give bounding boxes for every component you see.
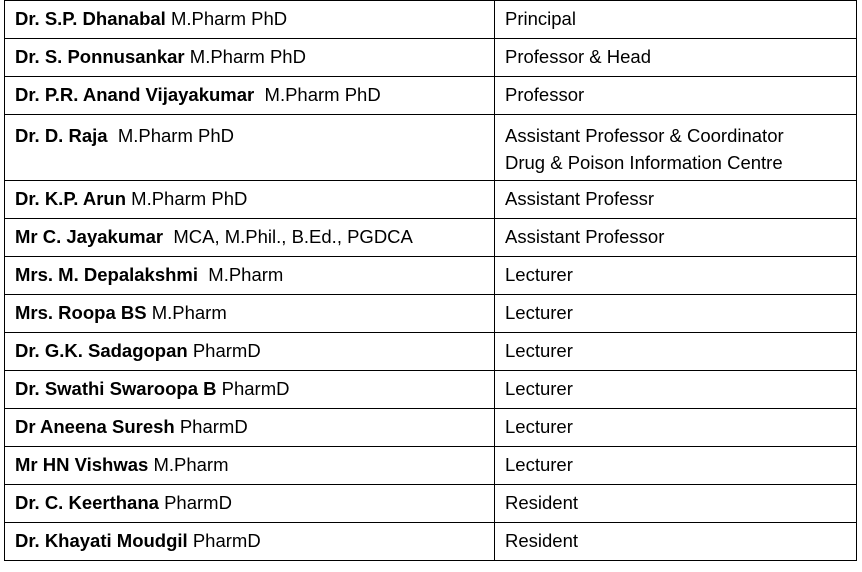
faculty-name: Dr. D. Raja	[15, 125, 108, 146]
faculty-designation: Lecturer	[505, 416, 573, 437]
faculty-qualification: PharmD	[187, 340, 261, 361]
designation-cell	[495, 181, 857, 219]
faculty-qualification: M.Pharm PhD	[107, 125, 234, 146]
faculty-designation: Lecturer	[505, 302, 573, 323]
table-row	[5, 447, 857, 485]
faculty-name: Dr. C. Keerthana	[15, 492, 159, 513]
faculty-qualification: PharmD	[216, 378, 290, 399]
designation-cell	[495, 523, 857, 561]
designation-cell	[495, 219, 857, 257]
faculty-qualification: PharmD	[158, 492, 232, 513]
faculty-designation: Assistant Professr	[505, 188, 655, 209]
faculty-name: Mrs. Roopa BS	[15, 302, 147, 323]
designation-cell	[495, 77, 857, 115]
name-cell	[5, 181, 495, 219]
faculty-name: Dr. S.P. Dhanabal	[15, 8, 166, 29]
name-cell	[5, 371, 495, 409]
faculty-qualification: M.Pharm PhD	[254, 84, 381, 105]
designation-cell	[495, 409, 857, 447]
faculty-name: Dr. Swathi Swaroopa B	[15, 378, 217, 399]
table-row	[5, 39, 857, 77]
name-cell	[5, 447, 495, 485]
faculty-name: Dr. G.K. Sadagopan	[15, 340, 188, 361]
faculty-table-body	[5, 1, 857, 561]
designation-cell	[495, 1, 857, 39]
table-row	[5, 333, 857, 371]
designation-cell	[495, 39, 857, 77]
table-row	[5, 371, 857, 409]
designation-cell	[495, 333, 857, 371]
faculty-name: Dr. K.P. Arun	[15, 188, 127, 209]
faculty-designation: Professor & Head	[505, 46, 652, 67]
name-cell	[5, 485, 495, 523]
table-row	[5, 523, 857, 561]
faculty-designation: Assistant Professor	[505, 226, 665, 247]
faculty-table	[4, 0, 857, 561]
faculty-qualification: M.Pharm PhD	[126, 188, 248, 209]
name-cell	[5, 39, 495, 77]
faculty-name: Mr C. Jayakumar	[15, 226, 164, 247]
faculty-designation: Resident	[505, 492, 579, 513]
designation-cell	[495, 447, 857, 485]
name-cell	[5, 333, 495, 371]
table-row	[5, 219, 857, 257]
designation-cell	[495, 371, 857, 409]
faculty-qualification: PharmD	[187, 530, 261, 551]
faculty-designation: Professor	[505, 84, 585, 105]
name-cell	[5, 1, 495, 39]
name-cell	[5, 523, 495, 561]
faculty-qualification: MCA, M.Phil., B.Ed., PGDCA	[163, 226, 413, 247]
faculty-qualification: M.Pharm	[146, 302, 227, 323]
faculty-name: Dr. S. Ponnusankar	[15, 46, 185, 67]
faculty-designation: Assistant Professor & Coordinator	[505, 125, 784, 146]
faculty-designation: Drug & Poison Information Centre	[505, 152, 783, 173]
name-cell	[5, 77, 495, 115]
table-row	[5, 295, 857, 333]
faculty-designation: Lecturer	[505, 454, 573, 475]
name-cell	[5, 115, 495, 181]
faculty-qualification: M.Pharm	[148, 454, 229, 475]
table-row	[5, 115, 857, 181]
table-row	[5, 485, 857, 523]
designation-cell	[495, 295, 857, 333]
faculty-designation: Lecturer	[505, 340, 573, 361]
designation-cell	[495, 485, 857, 523]
faculty-name: Mrs. M. Depalakshmi	[15, 264, 199, 285]
faculty-designation: Lecturer	[505, 378, 573, 399]
faculty-qualification: PharmD	[174, 416, 248, 437]
table-row	[5, 181, 857, 219]
name-cell	[5, 409, 495, 447]
faculty-qualification: M.Pharm PhD	[184, 46, 306, 67]
name-cell	[5, 257, 495, 295]
designation-cell	[495, 115, 857, 181]
designation-cell	[495, 257, 857, 295]
table-row	[5, 257, 857, 295]
faculty-name: Dr. P.R. Anand Vijayakumar	[15, 84, 255, 105]
table-row	[5, 77, 857, 115]
faculty-designation: Lecturer	[505, 264, 573, 285]
faculty-designation: Resident	[505, 530, 579, 551]
faculty-name: Dr Aneena Suresh	[15, 416, 175, 437]
faculty-name: Dr. Khayati Moudgil	[15, 530, 188, 551]
name-cell	[5, 295, 495, 333]
table-row	[5, 409, 857, 447]
faculty-qualification: M.Pharm	[198, 264, 284, 285]
name-cell	[5, 219, 495, 257]
table-row	[5, 1, 857, 39]
faculty-designation: Principal	[505, 8, 576, 29]
faculty-name: Mr HN Vishwas	[15, 454, 149, 475]
faculty-qualification: M.Pharm PhD	[165, 8, 288, 29]
